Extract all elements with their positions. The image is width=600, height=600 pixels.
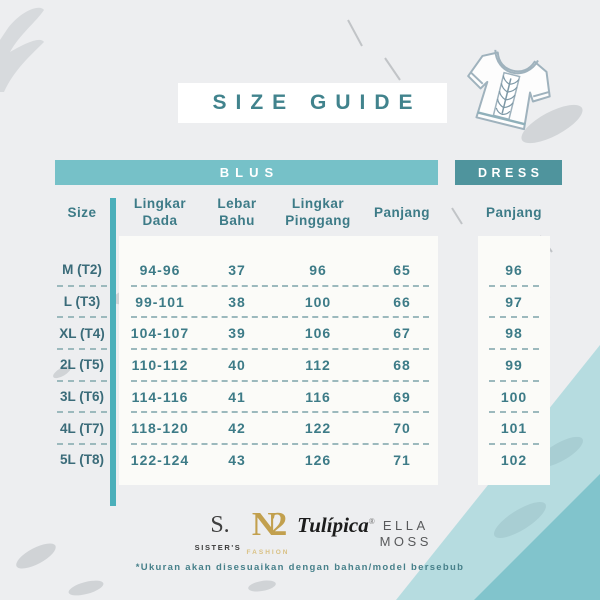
size-header-label: Size bbox=[67, 204, 97, 220]
table-row bbox=[0, 412, 600, 444]
column-header-size bbox=[47, 192, 117, 232]
dress-panjang-value: 99 bbox=[505, 356, 523, 373]
lebar-bahu-value: 37 bbox=[228, 261, 246, 278]
table-row bbox=[0, 286, 600, 318]
title-box bbox=[178, 83, 447, 123]
sisters-logo: S. bbox=[210, 512, 230, 538]
table-row bbox=[0, 444, 600, 476]
table-row bbox=[0, 254, 600, 286]
lingkar-pinggang-value: 96 bbox=[309, 261, 327, 278]
tulipica-logo bbox=[288, 513, 384, 538]
dress-panjang-value: 101 bbox=[500, 420, 528, 437]
column-header-lebar-bahu bbox=[193, 192, 281, 232]
header-line: Lingkar bbox=[291, 196, 345, 211]
dress-label: DRESS bbox=[477, 165, 544, 180]
lebar-bahu-value: 43 bbox=[228, 451, 246, 468]
tulipica-wordmark: Tulípica bbox=[297, 513, 369, 537]
dress-section-header bbox=[455, 160, 562, 185]
table-row bbox=[0, 317, 600, 349]
lingkar-dada-value: 104-107 bbox=[130, 325, 190, 342]
lingkar-dada-value: 99-101 bbox=[135, 293, 185, 310]
size-label: 3L (T6) bbox=[59, 389, 104, 405]
lingkar-pinggang-value: 112 bbox=[305, 356, 331, 373]
header-line: Lebar bbox=[217, 196, 257, 211]
lebar-bahu-value: 38 bbox=[228, 293, 246, 310]
column-header-lingkar-dada bbox=[116, 192, 204, 232]
lebar-bahu-value: 42 bbox=[228, 420, 246, 437]
dress-panjang-value: 102 bbox=[500, 451, 528, 468]
size-label: XL (T4) bbox=[59, 325, 105, 341]
header-line: Dada bbox=[142, 213, 178, 228]
dress-panjang-value: 97 bbox=[505, 293, 523, 310]
lingkar-pinggang-value: 126 bbox=[304, 451, 332, 468]
panjang-value: 70 bbox=[393, 420, 411, 437]
panjang-value: 65 bbox=[393, 261, 411, 278]
footnote: *Ukuran akan disesuaikan dengan bahan/model bersebub bbox=[135, 562, 465, 573]
size-table bbox=[0, 254, 600, 476]
column-header-dress-panjang bbox=[470, 192, 558, 232]
size-label: 5L (T8) bbox=[59, 452, 104, 468]
blouse-icon bbox=[452, 46, 562, 146]
lingkar-pinggang-value: 106 bbox=[304, 325, 332, 342]
size-label: 4L (T7) bbox=[59, 420, 104, 436]
table-row bbox=[0, 381, 600, 413]
sisters-wordmark: SISTER'S bbox=[194, 543, 242, 552]
panjang-value: 66 bbox=[393, 293, 411, 310]
header-line: Panjang bbox=[485, 204, 542, 220]
column-header-panjang bbox=[358, 192, 446, 232]
panjang-value: 67 bbox=[393, 325, 411, 342]
lebar-bahu-value: 40 bbox=[228, 356, 246, 373]
header-line: Lingkar bbox=[133, 196, 187, 211]
ella-moss-logo bbox=[374, 518, 434, 550]
lebar-bahu-value: 39 bbox=[228, 325, 246, 342]
lingkar-dada-value: 118-120 bbox=[131, 420, 189, 437]
lingkar-dada-value: 114-116 bbox=[131, 388, 189, 405]
nfashion-logo: N2 bbox=[251, 506, 282, 543]
ella-line: ELLA bbox=[382, 518, 429, 533]
table-row bbox=[0, 349, 600, 381]
size-label: L (T3) bbox=[63, 294, 101, 310]
page-title: SIZE GUIDE bbox=[212, 91, 422, 114]
column-header-lingkar-pinggang bbox=[270, 192, 366, 232]
lingkar-pinggang-value: 122 bbox=[304, 420, 332, 437]
dress-panjang-value: 100 bbox=[500, 388, 528, 405]
lingkar-pinggang-value: 116 bbox=[305, 388, 331, 405]
blus-label: BLUS bbox=[219, 165, 280, 180]
dress-panjang-value: 96 bbox=[505, 261, 523, 278]
registered-mark: ® bbox=[368, 517, 375, 526]
panjang-value: 71 bbox=[393, 451, 411, 468]
dress-panjang-value: 98 bbox=[505, 325, 523, 342]
header-line: Bahu bbox=[219, 213, 255, 228]
header-line: Panjang bbox=[373, 204, 430, 220]
nfashion-wordmark: FASHION bbox=[246, 549, 290, 556]
size-label: M (T2) bbox=[62, 262, 102, 278]
header-line: Pinggang bbox=[285, 213, 351, 228]
lebar-bahu-value: 41 bbox=[228, 388, 246, 405]
lingkar-pinggang-value: 100 bbox=[304, 293, 332, 310]
lingkar-dada-value: 110-112 bbox=[131, 356, 189, 373]
ella-line: MOSS bbox=[379, 534, 432, 549]
lingkar-dada-value: 122-124 bbox=[130, 451, 190, 468]
panjang-value: 69 bbox=[393, 388, 411, 405]
lingkar-dada-value: 94-96 bbox=[139, 261, 181, 278]
blus-section-header bbox=[55, 160, 438, 185]
panjang-value: 68 bbox=[393, 356, 411, 373]
size-label: 2L (T5) bbox=[59, 357, 104, 373]
